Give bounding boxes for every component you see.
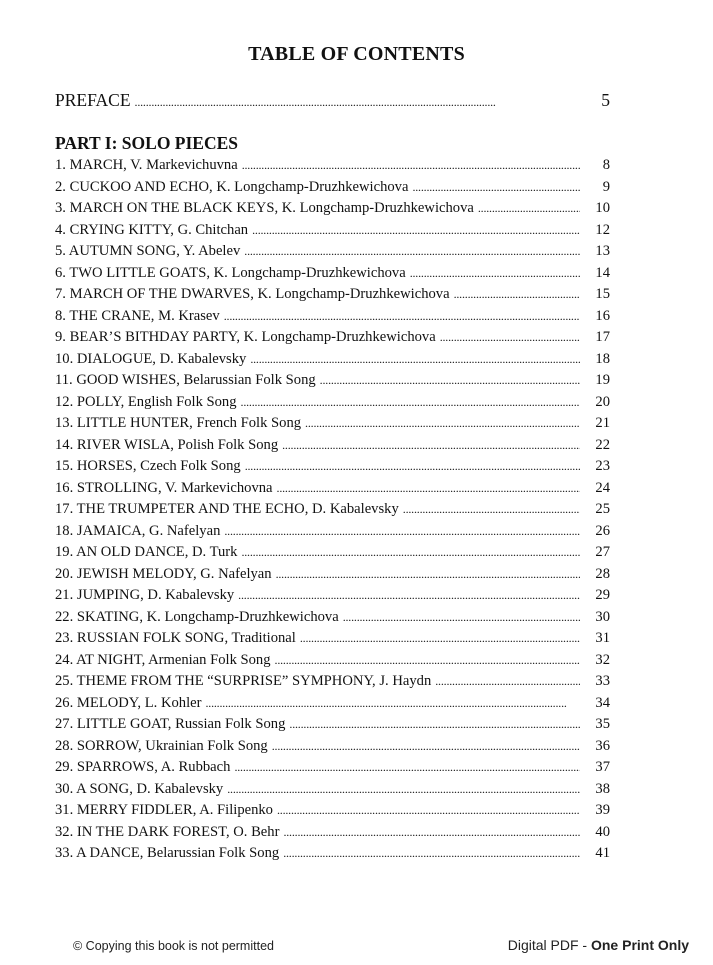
dot-leader — [410, 263, 580, 285]
dot-leader — [283, 843, 580, 865]
toc-entry-page-number: 20 — [595, 393, 610, 410]
toc-entry[interactable] — [55, 155, 610, 177]
toc-entry[interactable] — [55, 542, 610, 564]
toc-entry[interactable] — [55, 349, 610, 371]
dot-leader — [250, 349, 580, 371]
toc-entry-page-number: 29 — [595, 587, 610, 603]
toc-entry-page-number: 14 — [595, 264, 610, 281]
toc-entry-title: 29. SPARROWS, A. Rubbach — [55, 759, 231, 775]
toc-entry[interactable] — [55, 585, 610, 607]
toc-entry-page-number: 10 — [595, 200, 610, 216]
toc-entry-page-number: 16 — [595, 307, 610, 324]
toc-entry-title: 5. AUTUMN SONG, Y. Abelev — [55, 243, 241, 259]
toc-entry-title: 23. RUSSIAN FOLK SONG, Traditional — [55, 630, 296, 646]
dot-leader — [440, 327, 580, 349]
toc-entry[interactable] — [55, 822, 610, 844]
toc-entry-page-number: 21 — [595, 415, 610, 431]
toc-entry-title: 20. JEWISH MELODY, G. Nafelyan — [55, 565, 272, 582]
toc-entry[interactable] — [55, 607, 610, 629]
toc-entry-page-number: 34 — [595, 694, 610, 711]
toc-entry-title: 26. MELODY, L. Kohler — [55, 694, 202, 711]
toc-entry[interactable] — [55, 241, 610, 263]
dot-leader — [305, 413, 580, 435]
toc-entry[interactable] — [55, 628, 610, 650]
dot-leader — [412, 177, 580, 199]
toc-entry-title: 28. SORROW, Ukrainian Folk Song — [55, 737, 268, 754]
toc-entry[interactable] — [55, 650, 610, 672]
toc-entry[interactable] — [55, 263, 610, 285]
toc-entry-page-number: 35 — [595, 716, 610, 732]
toc-entry-page-number: 13 — [595, 243, 610, 259]
dot-leader — [135, 90, 580, 111]
toc-entry[interactable] — [55, 499, 610, 521]
toc-entry-title: 16. STROLLING, V. Markevichovna — [55, 479, 273, 496]
toc-entry-preface[interactable] — [55, 90, 610, 111]
toc-entry-title: 1. MARCH, V. Markevichuvna — [55, 157, 238, 173]
dot-leader — [320, 370, 580, 392]
dot-leader — [224, 306, 580, 328]
toc-entry-page-number: 33 — [595, 673, 610, 689]
toc-entry[interactable] — [55, 843, 610, 865]
dot-leader — [245, 456, 580, 478]
dot-leader — [435, 671, 580, 693]
toc-entry[interactable] — [55, 435, 610, 457]
toc-entry-title: 21. JUMPING, D. Kabalevsky — [55, 587, 235, 603]
toc-entry-title: 6. TWO LITTLE GOATS, K. Longchamp-Druzhkewichova — [55, 264, 406, 281]
preface-label: PREFACE — [55, 90, 131, 110]
dot-leader — [244, 241, 580, 263]
copyright-notice: © Copying this book is not permitted — [73, 939, 274, 953]
toc-entry[interactable] — [55, 779, 610, 801]
print-notice-emphasis: One Print Only — [590, 937, 689, 953]
toc-entry-title: 27. LITTLE GOAT, Russian Folk Song — [55, 716, 286, 732]
dot-leader — [283, 822, 580, 844]
toc-entry-title: 11. GOOD WISHES, Belarussian Folk Song — [55, 372, 316, 388]
dot-leader — [252, 220, 580, 242]
toc-entry-title: 22. SKATING, K. Longchamp-Druzhkewichova — [55, 608, 339, 625]
toc-entry-title: 17. THE TRUMPETER AND THE ECHO, D. Kabalevsky — [55, 501, 399, 517]
toc-entry-page-number: 28 — [595, 565, 610, 582]
toc-entry-page-number: 39 — [595, 802, 610, 818]
part-heading: PART I: SOLO PIECES — [55, 133, 239, 153]
toc-entry-page-number: 36 — [595, 737, 610, 754]
toc-entry-title: 24. AT NIGHT, Armenian Folk Song — [55, 651, 271, 668]
toc-entry-page-number: 23 — [595, 458, 610, 474]
print-notice-prefix: Digital PDF - — [507, 937, 591, 953]
dot-leader — [238, 585, 580, 607]
toc-entry-title: 14. RIVER WISLA, Polish Folk Song — [55, 436, 279, 453]
toc-entry[interactable] — [55, 198, 610, 220]
toc-entry-page-number: 38 — [595, 780, 610, 797]
dot-leader — [478, 198, 580, 220]
toc-entry-title: 12. POLLY, English Folk Song — [55, 393, 237, 410]
toc-entry-title: 31. MERRY FIDDLER, A. Filipenko — [55, 802, 273, 818]
dot-leader — [272, 736, 580, 758]
dot-leader — [227, 779, 580, 801]
dot-leader — [241, 392, 580, 414]
toc-entry[interactable] — [55, 220, 610, 242]
toc-entry-page-number: 41 — [595, 845, 610, 861]
dot-leader — [234, 757, 580, 779]
dot-leader — [289, 714, 580, 736]
toc-entry[interactable] — [55, 714, 610, 736]
dot-leader — [205, 693, 580, 715]
toc-entry-page-number: 9 — [602, 178, 610, 195]
toc-entry-page-number: 25 — [595, 501, 610, 517]
dot-leader — [242, 155, 580, 177]
print-notice — [508, 937, 689, 953]
toc-entry-page-number: 30 — [595, 608, 610, 625]
toc-entry[interactable] — [55, 671, 610, 693]
dot-leader — [454, 284, 580, 306]
toc-entry-title: 25. THEME FROM THE “SURPRISE” SYMPHONY, J. Haydn — [55, 673, 432, 689]
toc-entry-page-number: 8 — [602, 157, 610, 173]
toc-entry[interactable] — [55, 392, 610, 414]
dot-leader — [300, 628, 580, 650]
toc-entry-title: 9. BEAR’S BITHDAY PARTY, K. Longchamp-Druzhkewichova — [55, 329, 436, 345]
toc-entry-page-number: 17 — [595, 329, 610, 345]
toc-entry[interactable] — [55, 306, 610, 328]
dot-leader — [275, 650, 580, 672]
toc-entry[interactable] — [55, 456, 610, 478]
toc-entry-title: 7. MARCH OF THE DWARVES, K. Longchamp-Druzhkewichova — [55, 286, 450, 302]
toc-entry-title: 4. CRYING KITTY, G. Chitchan — [55, 221, 249, 238]
toc-entry-title: 32. IN THE DARK FOREST, O. Behr — [55, 823, 280, 840]
toc-entry-page-number: 12 — [595, 221, 610, 238]
toc-entry[interactable] — [55, 521, 610, 543]
toc-entry[interactable] — [55, 564, 610, 586]
toc-entry-title: 2. CUCKOO AND ECHO, K. Longchamp-Druzhkewichova — [55, 178, 409, 195]
toc-entry-title: 8. THE CRANE, M. Krasev — [55, 307, 220, 324]
toc-entry-title: 18. JAMAICA, G. Nafelyan — [55, 522, 221, 539]
dot-leader — [224, 521, 580, 543]
toc-entry[interactable] — [55, 800, 610, 822]
toc-entry[interactable] — [55, 370, 610, 392]
toc-entry[interactable] — [55, 284, 610, 306]
toc-entry-title: 15. HORSES, Czech Folk Song — [55, 458, 241, 474]
toc-entry-page-number: 40 — [595, 823, 610, 840]
toc-entry-page-number: 19 — [595, 372, 610, 388]
dot-leader — [276, 564, 580, 586]
toc-entry[interactable] — [55, 478, 610, 500]
toc-list — [55, 155, 610, 865]
toc-entry-page-number: 37 — [595, 759, 610, 775]
toc-entry-title: 33. A DANCE, Belarussian Folk Song — [55, 845, 280, 861]
toc-entry-page-number: 18 — [595, 350, 610, 367]
toc-entry-title: 10. DIALOGUE, D. Kabalevsky — [55, 350, 247, 367]
page-title: TABLE OF CONTENTS — [248, 43, 465, 65]
toc-entry-page-number: 32 — [595, 651, 610, 668]
toc-entry-page-number: 27 — [595, 544, 610, 560]
toc-entry-page-number: 26 — [595, 522, 610, 539]
toc-entry[interactable] — [55, 736, 610, 758]
toc-entry[interactable] — [55, 757, 610, 779]
preface-page-number: 5 — [601, 90, 610, 110]
dot-leader — [241, 542, 580, 564]
toc-entry-title: 3. MARCH ON THE BLACK KEYS, K. Longchamp-Druzhkewichova — [55, 200, 474, 216]
toc-entry[interactable] — [55, 177, 610, 199]
toc-entry[interactable] — [55, 327, 610, 349]
toc-entry[interactable] — [55, 693, 610, 715]
toc-entry-page-number: 31 — [595, 630, 610, 646]
toc-entry-title: 30. A SONG, D. Kabalevsky — [55, 780, 224, 797]
toc-entry-page-number: 15 — [595, 286, 610, 302]
dot-leader — [277, 800, 580, 822]
toc-entry-page-number: 22 — [595, 436, 610, 453]
dot-leader — [282, 435, 580, 457]
toc-entry-page-number: 24 — [595, 479, 610, 496]
toc-entry-title: 13. LITTLE HUNTER, French Folk Song — [55, 415, 302, 431]
dot-leader — [277, 478, 580, 500]
toc-entry[interactable] — [55, 413, 610, 435]
dot-leader — [343, 607, 580, 629]
toc-entry-title: 19. AN OLD DANCE, D. Turk — [55, 544, 238, 560]
dot-leader — [403, 499, 580, 521]
